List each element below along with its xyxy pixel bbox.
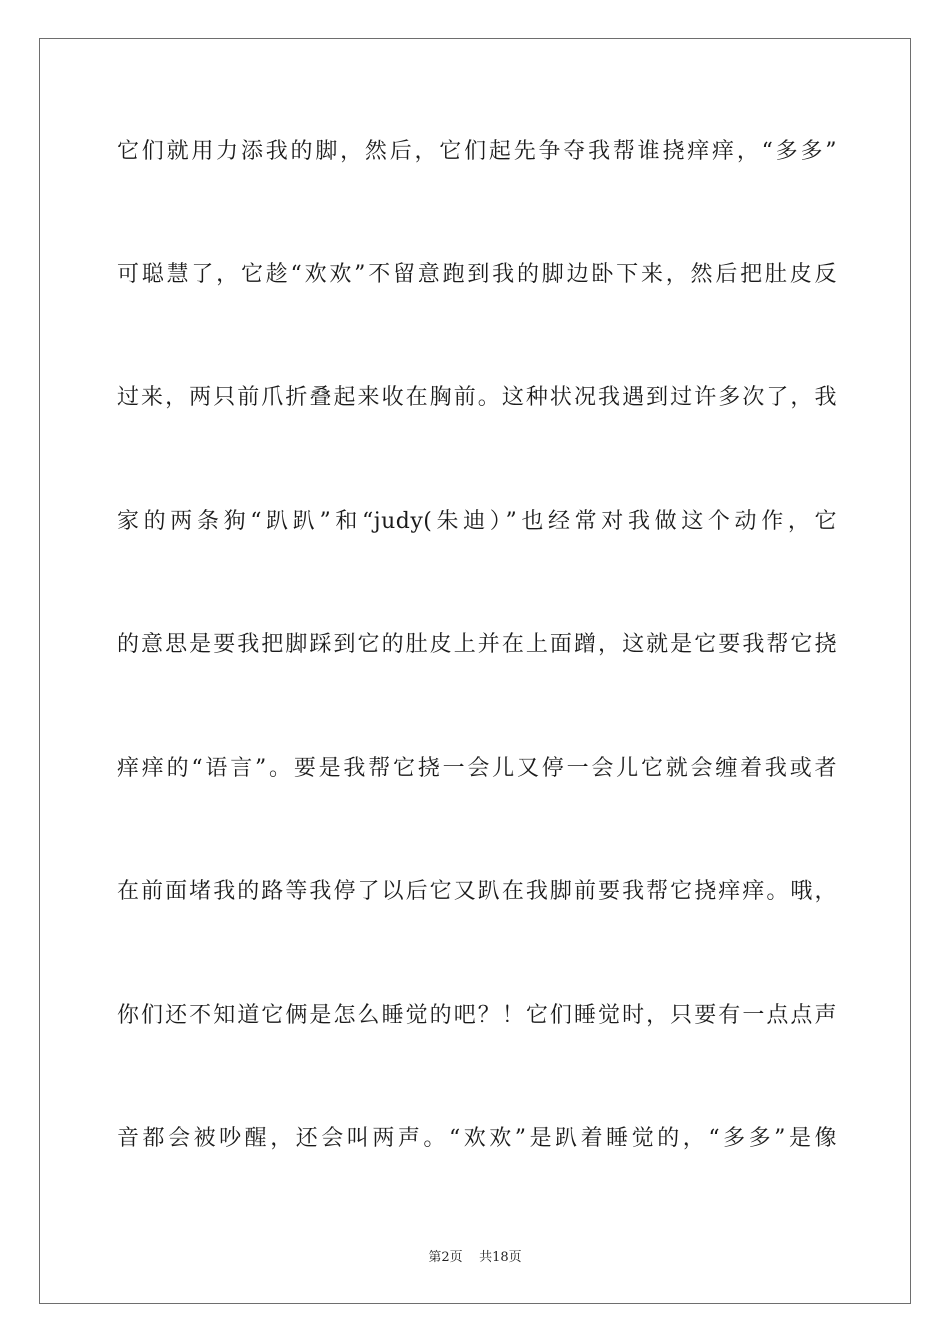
body-text-line: 的意思是要我把脚踩到它的肚皮上并在上面蹭，这就是它要我帮它挠 <box>117 632 837 657</box>
body-text-line: 痒痒的“语言”。要是我帮它挠一会儿又停一会儿它就会缠着我或者 <box>117 756 837 781</box>
body-text-line: 在前面堵我的路等我停了以后它又趴在我脚前要我帮它挠痒痒。哦， <box>117 879 837 904</box>
body-text-line: 可聪慧了，它趁“欢欢”不留意跑到我的脚边卧下来，然后把肚皮反 <box>117 262 837 287</box>
page-number: 第2页 <box>428 1250 463 1265</box>
body-text-line: 你们还不知道它俩是怎么睡觉的吧？！它们睡觉时，只要有一点点声 <box>117 1003 837 1028</box>
body-text-line: 过来，两只前爪折叠起来收在胸前。这种状况我遇到过许多次了，我 <box>117 385 837 410</box>
body-text-line: 家的两条狗“趴趴”和“judy(朱迪）”也经常对我做这个动作，它 <box>117 509 837 534</box>
total-pages: 共18页 <box>479 1250 522 1265</box>
body-text-line: 它们就用力添我的脚，然后，它们起先争夺我帮谁挠痒痒，“多多” <box>117 139 837 164</box>
page-footer <box>0 1246 950 1265</box>
page-border <box>39 38 911 1304</box>
body-text-line: 音都会被吵醒，还会叫两声。“欢欢”是趴着睡觉的，“多多”是像 <box>117 1126 837 1151</box>
